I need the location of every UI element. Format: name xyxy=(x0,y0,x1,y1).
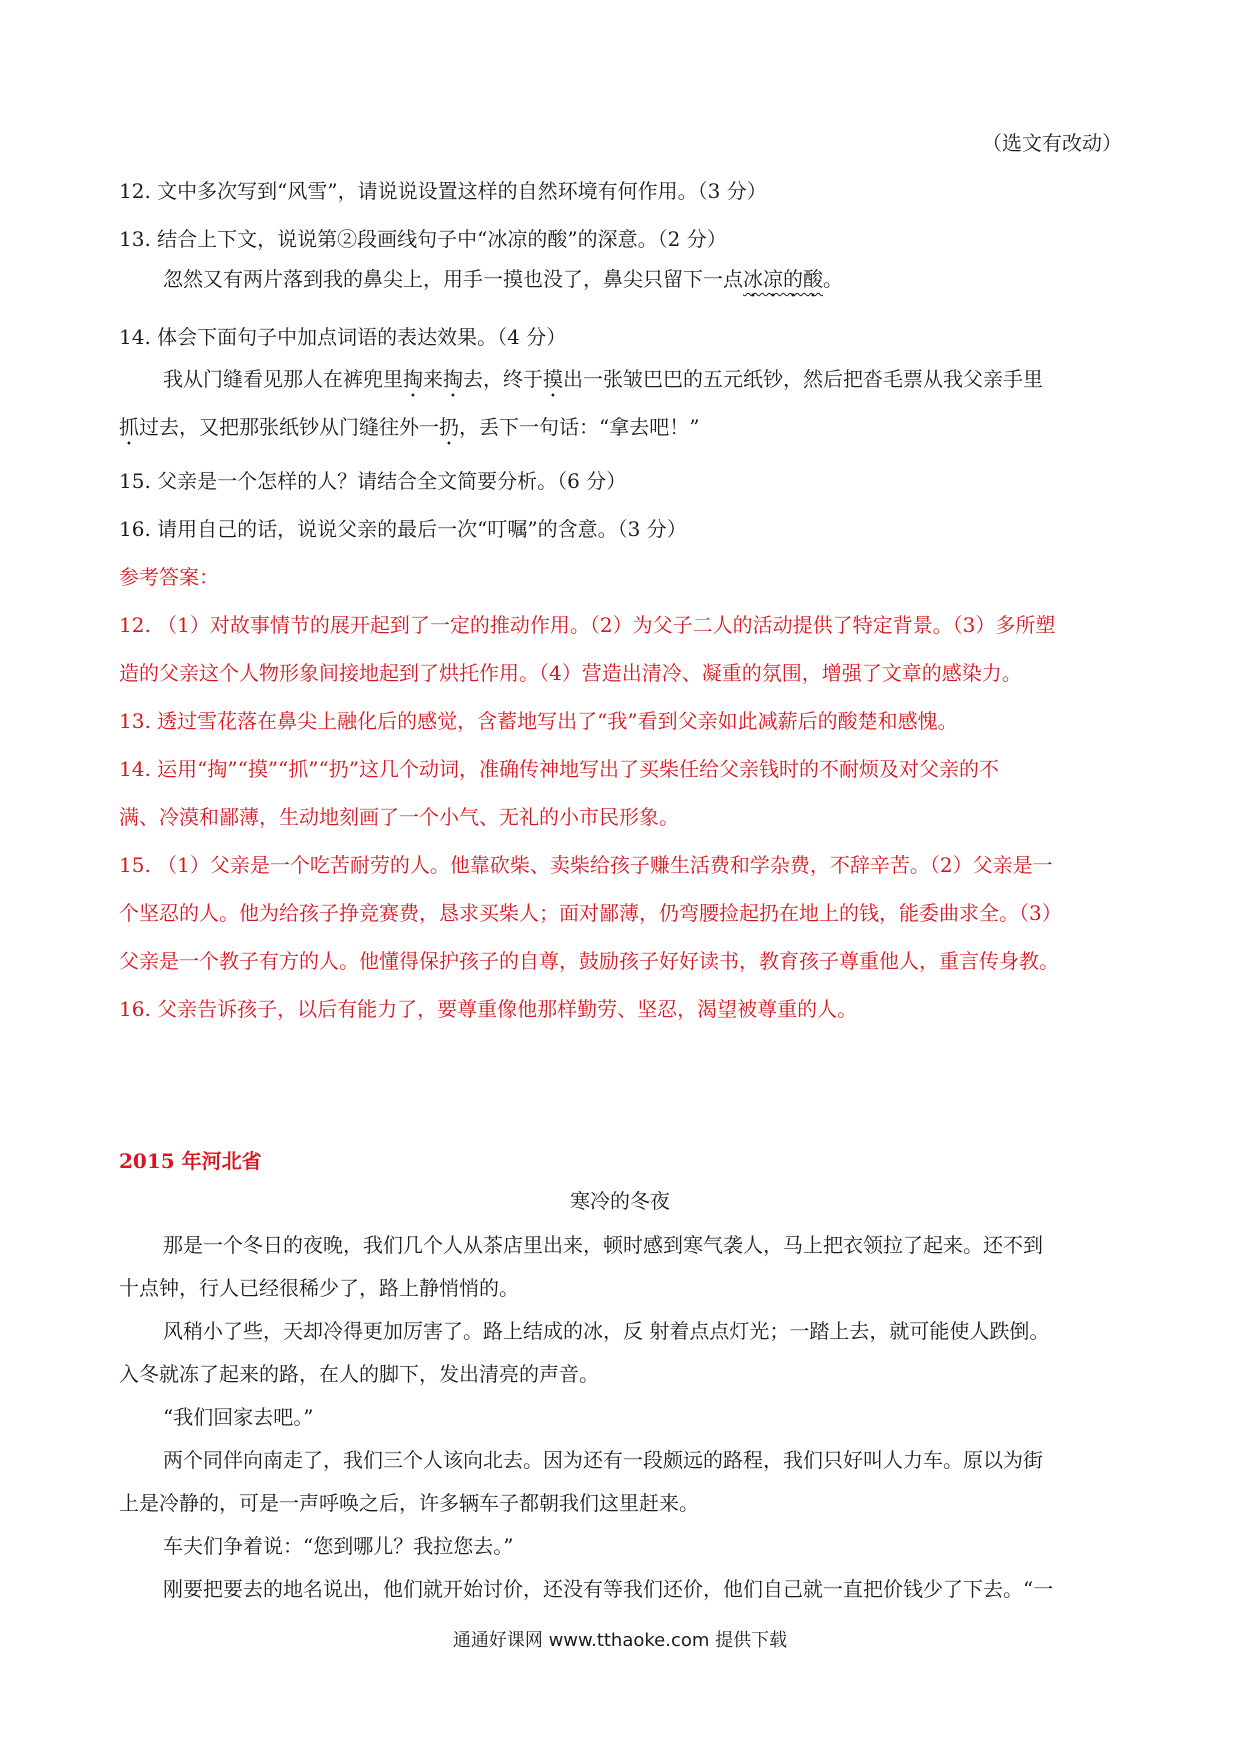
answers-heading: 参考答案： xyxy=(119,565,219,589)
question-14-sentence-line2: 抓过去，又把那张纸钞从门缝往外一扔，丢下一句话：“拿去吧！” xyxy=(119,415,700,439)
paragraph-4-line2: 上是冷静的，可是一声呼唤之后，许多辆车子都朝我们这里赶来。 xyxy=(119,1491,699,1515)
section-heading: 2015 年河北省 xyxy=(119,1149,262,1173)
paragraph-1-line2: 十点钟，行人已经很稀少了，路上静悄悄的。 xyxy=(119,1276,519,1300)
article-title: 寒冷的冬夜 xyxy=(570,1189,670,1213)
paragraph-2-line1: 风稍小了些，天却冷得更加厉害了。路上结成的冰，反 射着点点灯光；一踏上去，就可能使人跌倒。 xyxy=(163,1319,1050,1343)
question-14: 14. 体会下面句子中加点词语的表达效果。（4 分） xyxy=(119,325,567,349)
answer-12-line1: 12. （1）对故事情节的展开起到了一定的推动作用。（2）为父子二人的活动提供了特定背景。（3）多所塑 xyxy=(119,613,1056,637)
question-12: 12. 文中多次写到“风雪”，请说说设置这样的自然环境有何作用。（3 分） xyxy=(119,179,767,203)
dotted-word: 扔 xyxy=(439,415,459,439)
paragraph-4-line1: 两个同伴向南走了，我们三个人该向北去。因为还有一段颇远的路程，我们只好叫人力车。原以为街 xyxy=(163,1448,1043,1472)
source-note: （选文有改动） xyxy=(982,131,1122,155)
dotted-word: 掏 xyxy=(403,367,423,391)
paragraph-3: “我们回家去吧。” xyxy=(163,1405,314,1429)
answer-14-line2: 满、冷漠和鄙薄，生动地刻画了一个小气、无礼的小市民形象。 xyxy=(119,805,679,829)
dotted-word: 掏 xyxy=(443,367,463,391)
answer-15-line1: 15. （1）父亲是一个吃苦耐劳的人。他靠砍柴、卖柴给孩子赚生活费和学杂费，不辞辛苦。（2）父亲是一 xyxy=(119,853,1053,877)
question-16: 16. 请用自己的话，说说父亲的最后一次“叮嘱”的含意。（3 分） xyxy=(119,517,687,541)
answer-14-line1: 14. 运用“掏”“摸”“抓”“扔”这几个动词，准确传神地写出了买柴任给父亲钱时的不耐烦及对父亲的不 xyxy=(119,757,999,781)
answer-13: 13. 透过雪花落在鼻尖上融化后的感觉，含蓄地写出了“我”看到父亲如此减薪后的酸楚和感愧。 xyxy=(119,709,958,733)
underlined-phrase: 冰凉的酸 xyxy=(743,267,823,291)
question-13: 13. 结合上下文，说说第②段画线句子中“冰凉的酸”的深意。（2 分） xyxy=(119,227,727,251)
answer-15-line3: 父亲是一个教子有方的人。他懂得保护孩子的自尊，鼓励孩子好好读书，教育孩子尊重他人，重言传身教。 xyxy=(119,949,1059,973)
dotted-word: 抓 xyxy=(119,415,139,439)
paragraph-6: 刚要把要去的地名说出，他们就开始讨价，还没有等我们还价，他们自己就一直把价钱少了下去。“一 xyxy=(163,1577,1054,1601)
page-footer: 通通好课网 www.tthaoke.com 提供下载 xyxy=(452,1630,788,1651)
answer-15-line2: 个坚忍的人。他为给孩子挣竞赛费，恳求买柴人；面对鄙薄，仍弯腰捡起扔在地上的钱，能委曲求全。（3） xyxy=(119,901,1062,925)
paragraph-5: 车夫们争着说：“您到哪儿？我拉您去。” xyxy=(163,1534,514,1558)
question-13-sentence: 忽然又有两片落到我的鼻尖上，用手一摸也没了，鼻尖只留下一点冰凉的酸。 xyxy=(163,267,843,291)
question-15: 15. 父亲是一个怎样的人？请结合全文简要分析。（6 分） xyxy=(119,469,627,493)
paragraph-2-line2: 入冬就冻了起来的路，在人的脚下，发出清亮的声音。 xyxy=(119,1362,599,1386)
question-14-sentence-line1: 我从门缝看见那人在裤兜里掏来掏去，终于摸出一张皱巴巴的五元纸钞，然后把沓毛票从我父亲手里 xyxy=(163,367,1043,391)
dotted-word: 摸 xyxy=(543,367,563,391)
answer-12-line2: 造的父亲这个人物形象间接地起到了烘托作用。（4）营造出清冷、凝重的氛围，增强了文章的感染力。 xyxy=(119,661,1022,685)
answer-16: 16. 父亲告诉孩子，以后有能力了，要尊重像他那样勤劳、坚忍，渴望被尊重的人。 xyxy=(119,997,858,1021)
paragraph-1-line1: 那是一个冬日的夜晚，我们几个人从茶店里出来，顿时感到寒气袭人，马上把衣领拉了起来。还不到 xyxy=(163,1233,1043,1257)
